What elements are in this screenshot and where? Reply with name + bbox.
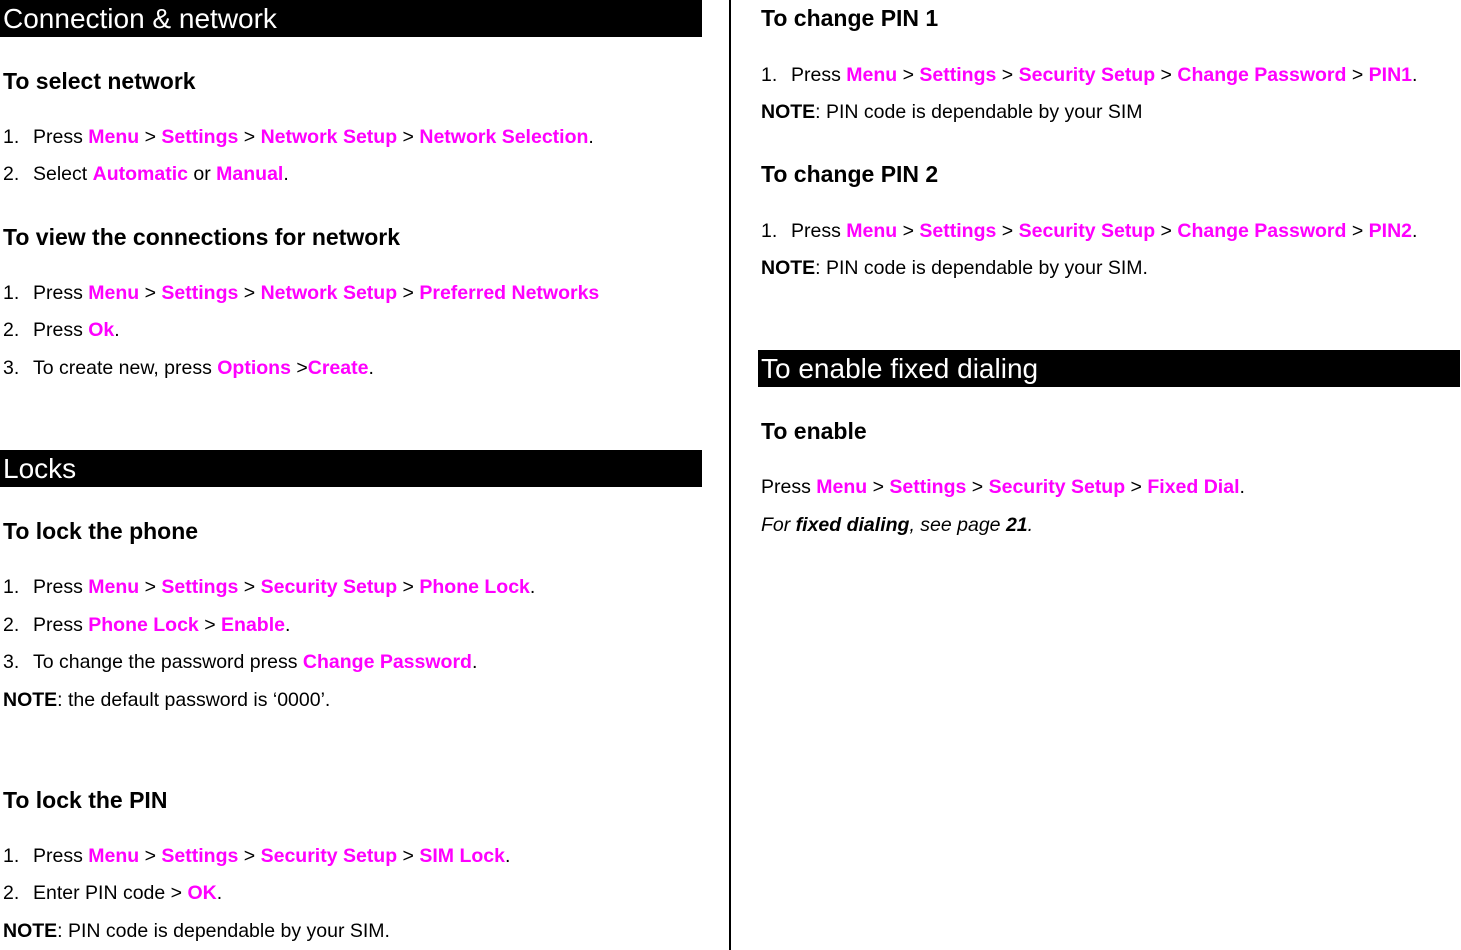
step-number: 2. xyxy=(3,319,20,341)
step-end: . xyxy=(588,126,594,148)
separator: > xyxy=(1155,64,1178,86)
reference-end: . xyxy=(1027,514,1034,536)
note-change-pin1 xyxy=(761,100,1143,124)
menu-item: Menu xyxy=(846,220,898,242)
step-text: Select xyxy=(33,163,93,185)
menu-item: Fixed Dial xyxy=(1147,476,1240,498)
step-number: 1. xyxy=(761,64,778,86)
step-lock-pin-1 xyxy=(3,844,510,868)
step-enable-fixed xyxy=(761,475,1245,499)
menu-item: Security Setup xyxy=(260,845,398,867)
step-end: . xyxy=(283,163,289,185)
menu-item: Settings xyxy=(161,126,239,148)
menu-item: Enable xyxy=(221,614,285,636)
step-number: 1. xyxy=(761,220,778,242)
menu-item: Settings xyxy=(919,64,997,86)
menu-item: Preferred Networks xyxy=(419,282,600,304)
menu-item: OK xyxy=(187,882,217,904)
menu-item: PIN1 xyxy=(1368,64,1413,86)
separator: > xyxy=(867,476,890,498)
separator: > xyxy=(397,845,420,867)
separator: > xyxy=(397,126,420,148)
reference-text: For xyxy=(761,514,796,536)
heading-change-pin2: To change PIN 2 xyxy=(761,161,939,187)
menu-item: Network Setup xyxy=(260,282,398,304)
note-lock-phone xyxy=(3,688,330,712)
menu-item: Change Password xyxy=(1177,220,1347,242)
note-label: NOTE xyxy=(761,101,816,123)
note-label: NOTE xyxy=(3,689,58,711)
menu-item: Security Setup xyxy=(988,476,1126,498)
step-change-pin2 xyxy=(761,219,1417,243)
step-end: . xyxy=(1239,476,1245,498)
note-text: : PIN code is dependable by your SIM. xyxy=(815,257,1148,279)
separator: > xyxy=(139,576,162,598)
separator: > xyxy=(238,126,261,148)
step-end: . xyxy=(1412,220,1418,242)
step-text: Press xyxy=(33,282,89,304)
separator: > xyxy=(996,64,1019,86)
heading-view-connections: To view the connections for network xyxy=(3,224,401,250)
step-lock-pin-2 xyxy=(3,881,222,905)
separator: > xyxy=(198,614,222,636)
step-text: Press xyxy=(33,126,89,148)
note-change-pin2 xyxy=(761,256,1148,280)
column-divider xyxy=(729,0,731,950)
step-end: . xyxy=(216,882,223,904)
step-text: Enter PIN code > xyxy=(33,882,188,904)
heading-change-pin1: To change PIN 1 xyxy=(761,5,939,31)
separator: > xyxy=(139,282,162,304)
separator: > xyxy=(238,576,261,598)
heading-lock-phone: To lock the phone xyxy=(3,518,199,544)
reference-page-number: 21 xyxy=(1005,514,1028,536)
step-text: Press xyxy=(791,64,847,86)
menu-item: Settings xyxy=(161,845,239,867)
menu-item: Automatic xyxy=(92,163,188,185)
step-number: 1. xyxy=(3,576,20,598)
separator: > xyxy=(397,282,420,304)
step-number: 3. xyxy=(3,651,20,673)
step-number: 2. xyxy=(3,163,20,185)
menu-item: Options xyxy=(217,357,291,379)
note-label: NOTE xyxy=(3,920,58,942)
step-number: 1. xyxy=(3,282,20,304)
separator: > xyxy=(996,220,1019,242)
step-view-connections-3 xyxy=(3,356,374,380)
heading-lock-pin: To lock the PIN xyxy=(3,787,168,813)
step-select-network-2 xyxy=(3,162,289,186)
menu-item: Create xyxy=(307,357,369,379)
step-text: Press xyxy=(761,476,817,498)
step-end: . xyxy=(284,614,291,636)
separator: > xyxy=(290,357,308,379)
step-view-connections-2 xyxy=(3,318,120,342)
note-lock-pin xyxy=(3,919,390,943)
heading-select-network: To select network xyxy=(3,68,196,94)
separator: or xyxy=(187,163,217,185)
step-number: 1. xyxy=(3,126,20,148)
menu-item: Change Password xyxy=(1177,64,1347,86)
page-reference xyxy=(761,513,1033,537)
section-title-connection: Connection & network xyxy=(0,0,702,37)
note-label: NOTE xyxy=(761,257,816,279)
menu-item: Security Setup xyxy=(260,576,398,598)
step-text: To create new, press xyxy=(33,357,218,379)
menu-item: Manual xyxy=(216,163,284,185)
step-change-pin1 xyxy=(761,63,1417,87)
menu-item: Settings xyxy=(161,576,239,598)
menu-item: Phone Lock xyxy=(419,576,530,598)
menu-item: Ok xyxy=(88,319,115,341)
separator: > xyxy=(966,476,989,498)
menu-item: SIM Lock xyxy=(419,845,505,867)
step-end: . xyxy=(114,319,120,341)
step-text: To change the password press xyxy=(33,651,303,673)
step-number: 2. xyxy=(3,882,20,904)
step-end: . xyxy=(471,651,478,673)
separator: > xyxy=(1125,476,1148,498)
step-number: 1. xyxy=(3,845,20,867)
section-title-locks: Locks xyxy=(0,450,702,487)
step-view-connections-1 xyxy=(3,281,599,305)
menu-item: Menu xyxy=(846,64,898,86)
step-text: Press xyxy=(33,576,89,598)
menu-item: Change Password xyxy=(302,651,472,673)
reference-topic: fixed dialing xyxy=(795,514,910,536)
step-text: Press xyxy=(33,614,89,636)
menu-item: Menu xyxy=(88,282,140,304)
step-number: 2. xyxy=(3,614,20,636)
menu-item: Network Selection xyxy=(419,126,589,148)
separator: > xyxy=(897,64,920,86)
menu-item: Network Setup xyxy=(260,126,398,148)
separator: > xyxy=(1346,64,1369,86)
note-text: : PIN code is dependable by your SIM. xyxy=(57,920,390,942)
separator: > xyxy=(238,282,261,304)
reference-text: , see page xyxy=(909,514,1006,536)
note-text: : PIN code is dependable by your SIM xyxy=(815,101,1143,123)
step-lock-phone-2 xyxy=(3,613,290,637)
step-end: . xyxy=(1412,64,1418,86)
menu-item: PIN2 xyxy=(1368,220,1413,242)
menu-item: Settings xyxy=(889,476,967,498)
menu-item: Menu xyxy=(88,126,140,148)
step-end: . xyxy=(368,357,374,379)
step-number: 3. xyxy=(3,357,20,379)
menu-item: Settings xyxy=(919,220,997,242)
separator: > xyxy=(238,845,261,867)
separator: > xyxy=(139,845,162,867)
step-end: . xyxy=(529,576,536,598)
separator: > xyxy=(139,126,162,148)
step-text: Press xyxy=(33,845,89,867)
separator: > xyxy=(1346,220,1369,242)
separator: > xyxy=(397,576,420,598)
step-lock-phone-1 xyxy=(3,575,535,599)
separator: > xyxy=(897,220,920,242)
step-text: Press xyxy=(33,319,89,341)
step-lock-phone-3 xyxy=(3,650,477,674)
separator: > xyxy=(1155,220,1178,242)
note-text: : the default password is ‘0000’. xyxy=(57,689,331,711)
heading-enable-fixed: To enable xyxy=(761,418,867,444)
menu-item: Menu xyxy=(88,845,140,867)
step-end: . xyxy=(504,845,511,867)
step-select-network-1 xyxy=(3,125,594,149)
menu-item: Menu xyxy=(88,576,140,598)
menu-item: Menu xyxy=(816,476,868,498)
menu-item: Phone Lock xyxy=(88,614,199,636)
step-text: Press xyxy=(791,220,847,242)
section-title-fixed-dialing: To enable fixed dialing xyxy=(758,350,1460,387)
menu-item: Security Setup xyxy=(1018,64,1156,86)
menu-item: Security Setup xyxy=(1018,220,1156,242)
menu-item: Settings xyxy=(161,282,239,304)
